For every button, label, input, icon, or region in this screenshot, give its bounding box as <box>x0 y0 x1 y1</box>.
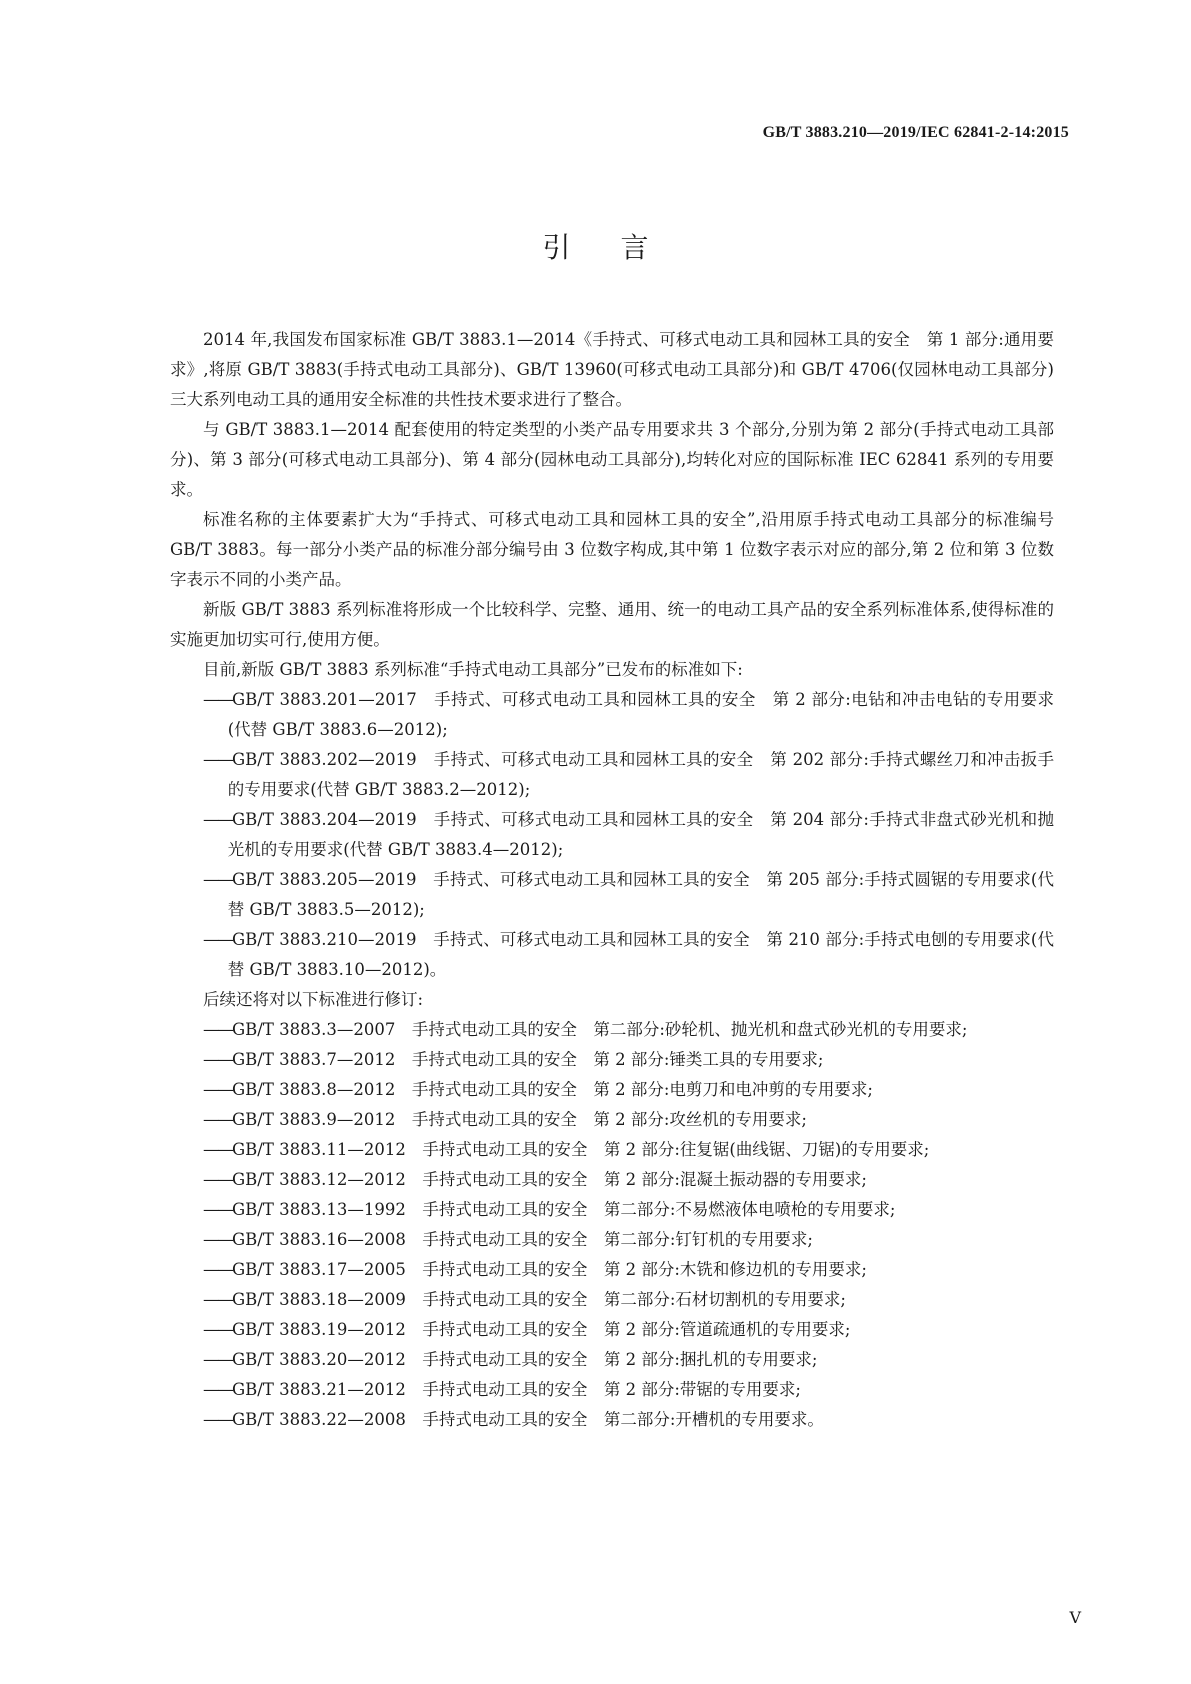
list-dash: —— <box>203 1170 232 1189</box>
list-item <box>170 1075 1054 1105</box>
document-body <box>170 325 1054 1435</box>
page-title: 引言 <box>542 231 699 264</box>
list-item-text: GB/T 3883.22—2008 手持式电动工具的安全 第二部分:开槽机的专用要求。 <box>232 1410 824 1429</box>
list-item-text: GB/T 3883.21—2012 手持式电动工具的安全 第 2 部分:带锯的专用要求; <box>232 1380 801 1399</box>
published-intro: 目前,新版 GB/T 3883 系列标准“手持式电动工具部分”已发布的标准如下: <box>203 660 743 679</box>
revision-intro: 后续还将对以下标准进行修订: <box>203 990 424 1009</box>
list-item-text: GB/T 3883.8—2012 手持式电动工具的安全 第 2 部分:电剪刀和电冲剪的专用要求; <box>232 1080 873 1099</box>
list-item-text: GB/T 3883.201—2017 手持式、可移式电动工具和园林工具的安全 第 2 部分:电钻和冲击电钻的专用要求(代替 GB/T 3883.6—2012); <box>227 690 1054 739</box>
list-dash: —— <box>203 930 232 949</box>
list-item <box>170 1225 1054 1255</box>
list-dash: —— <box>203 1080 232 1099</box>
list-item-text: GB/T 3883.11—2012 手持式电动工具的安全 第 2 部分:往复锯(曲线锯、刀锯)的专用要求; <box>232 1140 930 1159</box>
list-dash: —— <box>203 1200 232 1219</box>
list-item <box>170 865 1054 925</box>
list-item <box>170 745 1054 805</box>
list-dash: —— <box>203 1350 232 1369</box>
list-item <box>170 1045 1054 1075</box>
list-dash: —— <box>203 1320 232 1339</box>
list-item-text: GB/T 3883.19—2012 手持式电动工具的安全 第 2 部分:管道疏通机的专用要求; <box>232 1320 851 1339</box>
list-item <box>170 1285 1054 1315</box>
list-dash: —— <box>203 1140 232 1159</box>
list-item <box>170 1135 1054 1165</box>
list-dash: —— <box>203 1230 232 1249</box>
list-dash: —— <box>203 690 232 709</box>
list-dash: —— <box>203 810 232 829</box>
paragraph: 标准名称的主体要素扩大为“手持式、可移式电动工具和园林工具的安全”,沿用原手持式电动工具部分的标准编号 GB/T 3883。每一部分小类产品的标准分部分编号由 3 位数字构成,其中第 1 位数字表示对应的部分,第 2 位和第 3 位数字表示不同的小类产品。 <box>170 510 1054 589</box>
list-item-text: GB/T 3883.18—2009 手持式电动工具的安全 第二部分:石材切割机的专用要求; <box>232 1290 846 1309</box>
list-dash: —— <box>203 1110 232 1129</box>
paragraph: 与 GB/T 3883.1—2014 配套使用的特定类型的小类产品专用要求共 3 个部分,分别为第 2 部分(手持式电动工具部分)、第 3 部分(可移式电动工具部分)、第 4 部分(园林电动工具部分),均转化对应的国际标准 IEC 62841 系列的专用要求。 <box>170 420 1054 499</box>
list-item-text: GB/T 3883.16—2008 手持式电动工具的安全 第二部分:钉钉机的专用要求; <box>232 1230 813 1249</box>
list-dash: —— <box>203 870 232 889</box>
list-item-text: GB/T 3883.202—2019 手持式、可移式电动工具和园林工具的安全 第 202 部分:手持式螺丝刀和冲击扳手的专用要求(代替 GB/T 3883.2—2012); <box>227 750 1054 799</box>
list-dash: —— <box>203 750 232 769</box>
list-dash: —— <box>203 1050 232 1069</box>
list-item-text: GB/T 3883.12—2012 手持式电动工具的安全 第 2 部分:混凝土振动器的专用要求; <box>232 1170 867 1189</box>
list-item <box>170 685 1054 745</box>
list-dash: —— <box>203 1290 232 1309</box>
list-dash: —— <box>203 1020 232 1039</box>
list-item <box>170 1165 1054 1195</box>
list-item <box>170 1375 1054 1405</box>
paragraph: 2014 年,我国发布国家标准 GB/T 3883.1—2014《手持式、可移式电动工具和园林工具的安全 第 1 部分:通用要求》,将原 GB/T 3883(手持式电动工具部分)、GB/T 13960(可移式电动工具部分)和 GB/T 4706(仅园林电动工具部分)三大系列电动工具的通用安全标准的共性技术要求进行了整合。 <box>170 330 1054 409</box>
paragraph: 新版 GB/T 3883 系列标准将形成一个比较科学、完整、通用、统一的电动工具产品的安全系列标准体系,使得标准的实施更加切实可行,使用方便。 <box>170 600 1054 649</box>
list-item-text: GB/T 3883.204—2019 手持式、可移式电动工具和园林工具的安全 第 204 部分:手持式非盘式砂光机和抛光机的专用要求(代替 GB/T 3883.4—2012); <box>227 810 1054 859</box>
list-item-text: GB/T 3883.9—2012 手持式电动工具的安全 第 2 部分:攻丝机的专用要求; <box>232 1110 807 1129</box>
list-dash: —— <box>203 1260 232 1279</box>
list-item <box>170 805 1054 865</box>
list-item-text: GB/T 3883.210—2019 手持式、可移式电动工具和园林工具的安全 第 210 部分:手持式电刨的专用要求(代替 GB/T 3883.10—2012)。 <box>227 930 1054 979</box>
list-item-text: GB/T 3883.205—2019 手持式、可移式电动工具和园林工具的安全 第 205 部分:手持式圆锯的专用要求(代替 GB/T 3883.5—2012); <box>227 870 1054 919</box>
revision-standards-list <box>170 1015 1054 1435</box>
list-item <box>170 925 1054 985</box>
list-dash: —— <box>203 1380 232 1399</box>
list-item-text: GB/T 3883.17—2005 手持式电动工具的安全 第 2 部分:木铣和修边机的专用要求; <box>232 1260 867 1279</box>
list-item <box>170 1255 1054 1285</box>
list-item <box>170 1345 1054 1375</box>
document-code-header: GB/T 3883.210—2019/IEC 62841-2-14:2015 <box>762 124 1069 141</box>
published-standards-list <box>170 685 1054 985</box>
list-item <box>170 1315 1054 1345</box>
list-item-text: GB/T 3883.7—2012 手持式电动工具的安全 第 2 部分:锤类工具的专用要求; <box>232 1050 824 1069</box>
list-item <box>170 1015 1054 1045</box>
list-item <box>170 1405 1054 1435</box>
list-item-text: GB/T 3883.20—2012 手持式电动工具的安全 第 2 部分:捆扎机的专用要求; <box>232 1350 818 1369</box>
list-dash: —— <box>203 1410 232 1429</box>
list-item <box>170 1105 1054 1135</box>
list-item <box>170 1195 1054 1225</box>
page-number: V <box>1069 1608 1081 1627</box>
list-item-text: GB/T 3883.13—1992 手持式电动工具的安全 第二部分:不易燃液体电喷枪的专用要求; <box>232 1200 896 1219</box>
list-item-text: GB/T 3883.3—2007 手持式电动工具的安全 第二部分:砂轮机、抛光机和盘式砂光机的专用要求; <box>232 1020 968 1039</box>
